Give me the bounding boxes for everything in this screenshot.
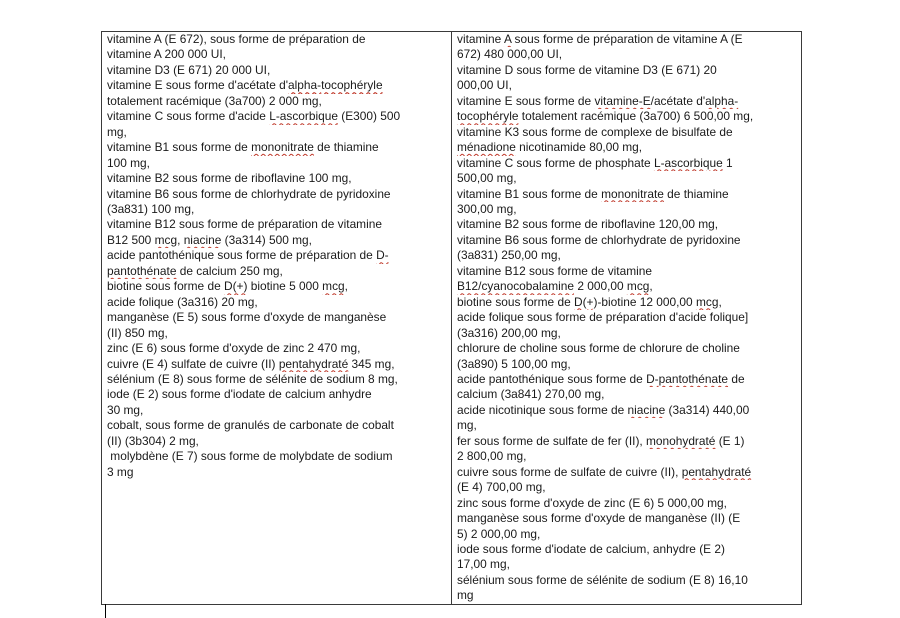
- text-line: cuivre sous forme de sulfate de cuivre (II), pentahydraté: [457, 464, 752, 479]
- text-line: vitamine D3 (E 671) 20 000 UI,: [107, 62, 271, 77]
- text-line: (II) 850 mg,: [107, 325, 168, 340]
- text-line: pantothénate de calcium 250 mg,: [107, 263, 283, 278]
- left-cell[interactable]: [102, 32, 452, 605]
- text-line: vitamine A sous forme de préparation de vitamine A (E: [457, 32, 743, 46]
- text-line: (3a890) 5 100,00 mg,: [457, 356, 571, 371]
- text-line: 3 mg: [107, 464, 134, 479]
- text-line: B12 500 mcg, niacine (3a314) 500 mg,: [107, 232, 312, 247]
- right-column-text: [452, 32, 801, 604]
- table-row: [102, 32, 802, 605]
- text-line: (3a831) 100 mg,: [107, 201, 195, 216]
- text-line: vitamine B2 sous forme de riboflavine 100 mg,: [107, 171, 352, 186]
- text-line: vitamine B2 sous forme de riboflavine 120,00 mg,: [457, 217, 719, 232]
- text-line: iode sous forme d'iodate de calcium, anhydre (E 2): [457, 541, 725, 556]
- text-line: vitamine E sous forme de vitamine-E/acétate d'alpha-: [457, 93, 739, 108]
- text-line: zinc (E 6) sous forme d'oxyde de zinc 2 470 mg,: [107, 341, 361, 356]
- text-line: vitamine D sous forme de vitamine D3 (E 671) 20: [457, 62, 717, 77]
- text-line: 000,00 UI,: [457, 78, 512, 93]
- text-line: vitamine A 200 000 UI,: [107, 47, 226, 62]
- text-line: acide pantothénique sous forme de préparation de D-: [107, 248, 389, 263]
- text-line: chlorure de choline sous forme de chlorure de choline: [457, 341, 740, 356]
- text-line: biotine sous forme de D(+)-biotine 12 000,00 mcg,: [457, 294, 722, 309]
- text-line: mg,: [107, 124, 127, 139]
- text-line: totalement racémique (3a700) 2 000 mg,: [107, 93, 322, 108]
- text-line: calcium (3a841) 270,00 mg,: [457, 387, 605, 402]
- text-line: vitamine A (E 672), sous forme de préparation de: [107, 32, 366, 46]
- text-line: acide pantothénique sous forme de D-pantothénate de: [457, 371, 745, 386]
- text-line: vitamine B12 sous forme de vitamine: [457, 263, 652, 278]
- text-line: biotine sous forme de D(+) biotine 5 000 mcg,: [107, 279, 348, 294]
- text-line: vitamine B6 sous forme de chlorhydrate de pyridoxine: [107, 186, 391, 201]
- text-line: (3a831) 250,00 mg,: [457, 248, 561, 263]
- text-line: vitamine B1 sous forme de mononitrate de thiamine: [457, 186, 729, 201]
- text-line: acide folique sous forme de préparation d'acide folique]: [457, 310, 749, 325]
- text-line: 2 800,00 mg,: [457, 449, 527, 464]
- composition-table: [101, 31, 802, 605]
- text-line: vitamine K3 sous forme de complexe de bisulfate de: [457, 124, 733, 139]
- text-line: acide nicotinique sous forme de niacine (3a314) 440,00: [457, 402, 750, 417]
- text-line: zinc sous forme d'oxyde de zinc (E 6) 5 000,00 mg,: [457, 495, 727, 510]
- text-line: B12/cyanocobalamine 2 000,00 mcg,: [457, 279, 653, 294]
- text-line: acide folique (3a316) 20 mg,: [107, 294, 258, 309]
- text-line: (II) (3b304) 2 mg,: [107, 433, 199, 448]
- text-line: vitamine C sous forme de phosphate L-ascorbique 1: [457, 155, 733, 170]
- text-line: vitamine E sous forme d'acétate d'alpha-tocophéryle: [107, 78, 383, 93]
- text-line: ménadione nicotinamide 80,00 mg,: [457, 140, 643, 155]
- text-line: sélénium sous forme de sélénite de sodium (E 8) 16,10: [457, 572, 748, 587]
- left-column-text: [102, 32, 451, 480]
- text-line: mg: [457, 588, 474, 603]
- text-line: 672) 480 000,00 UI,: [457, 47, 563, 62]
- text-line: manganèse (E 5) sous forme d'oxyde de manganèse: [107, 310, 387, 325]
- text-line: sélénium (E 8) sous forme de sélénite de sodium 8 mg,: [107, 371, 398, 386]
- text-line: vitamine B6 sous forme de chlorhydrate de pyridoxine: [457, 232, 741, 247]
- text-line: tocophéryle totalement racémique (3a700) 6 500,00 mg,: [457, 109, 754, 124]
- text-cursor: [105, 604, 106, 618]
- text-line: 100 mg,: [107, 155, 150, 170]
- text-line: 17,00 mg,: [457, 557, 510, 572]
- text-line: vitamine B12 sous forme de préparation de vitamine: [107, 217, 382, 232]
- text-line: fer sous forme de sulfate de fer (II), monohydraté (E 1): [457, 433, 745, 448]
- text-line: 500,00 mg,: [457, 171, 517, 186]
- text-line: cobalt, sous forme de granulés de carbonate de cobalt: [107, 418, 394, 433]
- text-line: mg,: [457, 418, 477, 433]
- text-line: 300,00 mg,: [457, 201, 517, 216]
- text-line: vitamine C sous forme d'acide L-ascorbique (E300) 500: [107, 109, 401, 124]
- text-line: cuivre (E 4) sulfate de cuivre (II) pentahydraté 345 mg,: [107, 356, 395, 371]
- right-cell[interactable]: [452, 32, 802, 605]
- text-line: 30 mg,: [107, 402, 144, 417]
- text-line: molybdène (E 7) sous forme de molybdate de sodium: [107, 449, 393, 464]
- text-line: manganèse sous forme d'oxyde de manganèse (II) (E: [457, 511, 741, 526]
- text-line: iode (E 2) sous forme d'iodate de calcium anhydre: [107, 387, 372, 402]
- text-line: (3a316) 200,00 mg,: [457, 325, 561, 340]
- text-line: vitamine B1 sous forme de mononitrate de thiamine: [107, 140, 379, 155]
- text-line: 5) 2 000,00 mg,: [457, 526, 541, 541]
- text-line: (E 4) 700,00 mg,: [457, 480, 546, 495]
